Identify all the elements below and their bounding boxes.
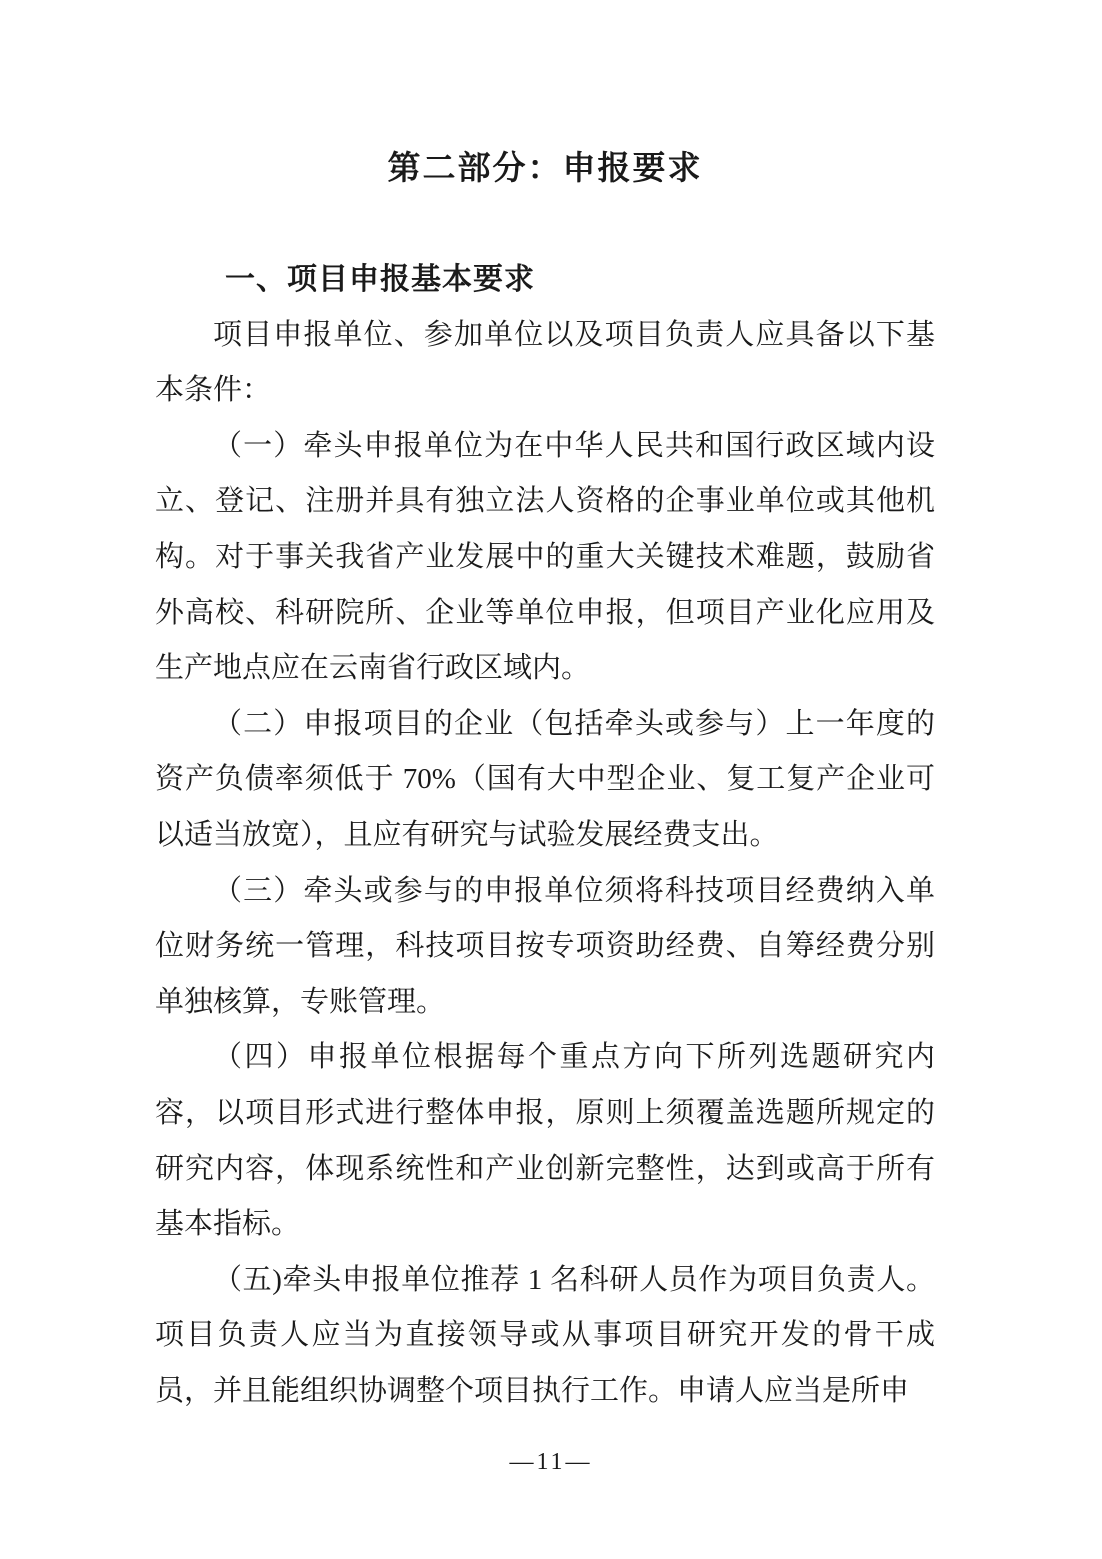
paragraph: 项目申报单位、参加单位以及项目负责人应具备以下基本条件：: [155, 318, 935, 407]
page-number: —11—: [509, 1449, 593, 1475]
content-column: [155, 0, 935, 1419]
paragraph: （二）申报项目的企业（包括牵头或参与）上一年度的资产负债率须低于 70%（国有大中型企业、复工复产企业可以适当放宽），且应有研究与试验发展经费支出。: [155, 707, 935, 851]
paragraph: （三）牵头或参与的申报单位须将科技项目经费纳入单位财务统一管理，科技项目按专项资助经费、自筹经费分别单独核算，专账管理。: [155, 874, 935, 1018]
section-heading: 一、项目申报基本要求: [225, 263, 535, 296]
paragraph: （一）牵头申报单位为在中华人民共和国行政区域内设立、登记、注册并具有独立法人资格的企事业单位或其他机构。对于事关我省产业发展中的重大关键技术难题，鼓励省外高校、科研院所、企业等单位申报，但项目产业化应用及生产地点应在云南省行政区域内。: [155, 429, 935, 685]
body-paragraphs: [155, 308, 935, 1420]
paragraph: （四）申报单位根据每个重点方向下所列选题研究内容，以项目形式进行整体申报，原则上须覆盖选题所规定的研究内容，体现系统性和产业创新完整性，达到或高于所有基本指标。: [155, 1041, 935, 1241]
document-title: 第二部分：申报要求: [387, 151, 703, 187]
paragraph: （五)牵头申报单位推荐 1 名科研人员作为项目负责人。项目负责人应当为直接领导或从事项目研究开发的骨干成员，并且能组织协调整个项目执行工作。申请人应当是所申: [155, 1263, 935, 1407]
